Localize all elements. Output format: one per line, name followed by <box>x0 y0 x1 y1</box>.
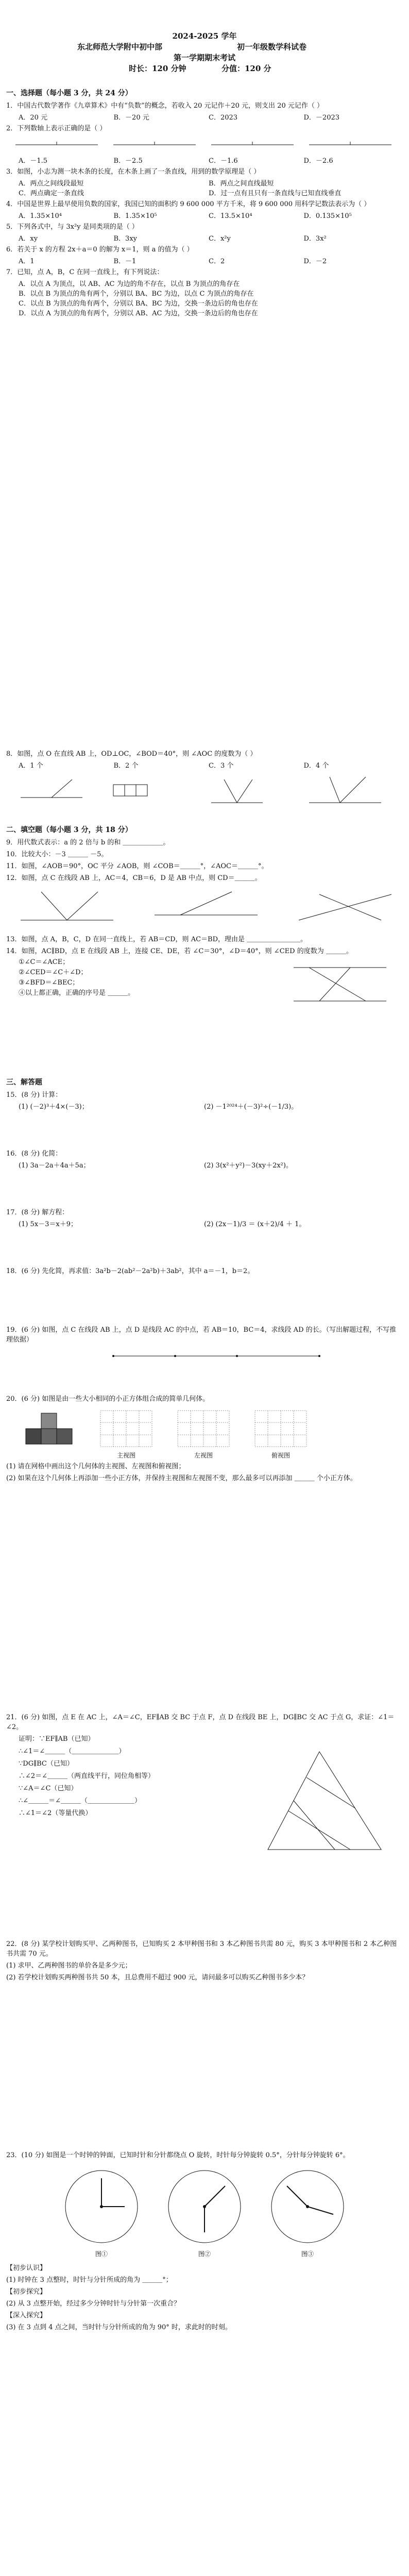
q2-line-a <box>15 142 98 145</box>
question-23 <box>0 2148 409 2333</box>
q14-figure <box>288 957 391 1009</box>
q13-stem: 13．如图，点 A，B，C，D 在同一直线上，若 AB＝CD，则 AC＝BD，理由是 ＿＿＿＿＿＿＿＿。 <box>6 936 308 943</box>
question-15 <box>0 1090 409 1147</box>
exam-school-row <box>0 41 409 53</box>
q8-option-d[interactable]: D．4 个 <box>303 762 329 770</box>
q15-stem: 15．(8 分) 计算： <box>6 1091 62 1099</box>
q6-options <box>19 256 399 265</box>
q8-figure-b <box>113 785 147 796</box>
q2-line-b <box>113 142 196 145</box>
q8-figure-a <box>21 779 82 798</box>
q23-part-4: (2) 从 3 点整开始，经过多少分钟时针与分针第一次重合？ <box>6 2300 181 2308</box>
q14-stem: 14．如图，AC∥BD，点 E 在线段 AB 上，连接 CE、DE，若 ∠C＝30°，∠D＝40°，则 ∠CED 的度数为 ＿＿＿。 <box>6 947 353 955</box>
q13-figure <box>299 894 391 920</box>
q2-option-c[interactable]: C．－1.6 <box>209 157 238 165</box>
q4-option-d[interactable]: D．0.135×10⁵ <box>303 212 352 220</box>
q14-block <box>0 957 409 1014</box>
q20-label-top: 俯视图 <box>271 1452 290 1459</box>
q23-clocks <box>0 2165 409 2258</box>
q1-option-a[interactable]: A．20 元 <box>19 114 48 122</box>
q12-stem: 12．如图，点 C 在线段 AB 上，AC＝4，CB＝6，D 是 AB 中点，则 CD＝＿＿＿。 <box>6 874 262 882</box>
q2-number-lines <box>10 134 402 153</box>
q11-stem: 11．如图，∠AOB＝90°，OC 平分 ∠AOB，则 ∠COB＝＿＿＿°，∠AOC＝＿＿＿°。 <box>6 862 268 870</box>
exam-grade: 初一年级数学科试卷 <box>237 42 307 52</box>
q19-figure <box>10 1346 402 1366</box>
q5-option-c[interactable]: C．x²y <box>209 235 231 243</box>
q21-proof-1: 证明：∵EF∥AB（已知） <box>19 1735 95 1743</box>
q20-sub2: (2) 如果在这个几何体上再添加一些小正方体，并保持主视图和左视图不变，那么最多可以再添加 ＿＿＿ 个小正方体。 <box>6 1475 357 1482</box>
q7-stem: 7．已知，点 A，B，C 在同一直线上，有下列说法： <box>6 268 164 276</box>
q15-parts <box>19 1101 409 1111</box>
q7-options <box>19 278 399 317</box>
question-16 <box>0 1149 409 1206</box>
q23-clock-2 <box>163 2165 246 2258</box>
q23-label-1: 图① <box>95 2250 108 2258</box>
q15-part-b: (2) －1²⁰²⁴＋(－3)²÷(－1/3)。 <box>204 1103 298 1111</box>
q14-item-2: ②∠CED＝∠C＋∠D； <box>19 969 88 976</box>
q16-part-b: (2) 3(x²＋y²)－3(xy＋2x²)。 <box>204 1162 293 1170</box>
q22-sub2: (2) 若学校计划购买两种图书共 50 本，且总费用不超过 900 元，请问最多可以购买乙种图书多少本？ <box>6 1974 309 1981</box>
q8-figure-d <box>309 777 381 803</box>
question-2 <box>0 124 409 165</box>
q23-clock-3 <box>266 2165 349 2258</box>
section-choice <box>0 82 409 319</box>
question-3 <box>0 167 409 197</box>
question-8 <box>0 747 409 815</box>
clock-icon <box>163 2165 246 2248</box>
q17-stem: 17．(8 分) 解方程： <box>6 1209 69 1216</box>
q5-option-a[interactable]: A．xy <box>19 235 38 243</box>
q16-parts <box>19 1160 409 1170</box>
q8-option-a[interactable]: A．1 个 <box>19 762 43 770</box>
q23-part-6: (3) 在 3 点到 4 点之间，当时针与分针所成的角为 90° 时，求此时的时刻。 <box>6 2324 232 2331</box>
q12-figure <box>155 892 258 915</box>
question-5 <box>0 222 409 243</box>
q7-option-d[interactable]: D．以点 A 为顶点的角有两个，分别以 AB、AC 为边，交换一条边后的角也存在 <box>19 310 258 317</box>
q20-grid-top <box>252 1408 309 1460</box>
exam-term: 第一学期期末考试 <box>173 53 235 62</box>
q21-proof-6[interactable]: ∴∠＿＿＿＝∠＿＿＿（＿＿＿＿＿＿＿） <box>19 1797 142 1805</box>
q20-grid-front-svg[interactable] <box>98 1408 155 1449</box>
q21-proof-3: ∵DG∥BC（已知） <box>19 1760 74 1768</box>
q2-option-a[interactable]: A．－1.5 <box>19 157 48 165</box>
q9-stem: 9．用代数式表示：a 的 2 倍与 b 的和 ＿＿＿＿＿＿。 <box>6 839 170 846</box>
q22-sub1: (1) 求甲、乙两种图书的单价各是多少元； <box>6 1962 132 1970</box>
q3-stem: 3．如图，小志为测一块木条的长度，在木条上画了一条直线，用到的数学原理是（ ） <box>6 168 261 176</box>
q6-option-a[interactable]: A．1 <box>19 258 35 265</box>
q2-line-c <box>211 142 294 145</box>
question-1 <box>0 101 409 122</box>
q2-options <box>19 155 399 165</box>
q6-option-d[interactable]: D．－2 <box>303 258 327 265</box>
q23-part-3: 【初步探究】 <box>6 2288 47 2296</box>
q5-options <box>19 233 399 243</box>
q23-clock-1 <box>60 2165 143 2258</box>
q20-label-front: 主视图 <box>116 1452 135 1459</box>
q3-option-b[interactable]: B．两点之间直线最短 <box>209 180 274 188</box>
question-19 <box>0 1325 409 1392</box>
q23-part-5: 【深入探究】 <box>6 2312 47 2319</box>
q4-options <box>19 210 399 220</box>
q21-proof-4[interactable]: ∴∠2＝∠＿＿＿（两直线平行，同位角相等） <box>19 1772 155 1780</box>
question-18 <box>0 1266 409 1323</box>
q2-stem: 2．下列数轴上表示正确的是（ ） <box>6 125 107 132</box>
q23-label-2: 图② <box>198 2250 211 2258</box>
q8-options <box>19 760 399 770</box>
q6-option-c[interactable]: C．2 <box>209 258 225 265</box>
fill-figures <box>10 884 402 930</box>
q7-option-b[interactable]: B．以点 B 为顶点的角有两个，分别以 BA、BC 为边，以点 C 为顶点的角存在 <box>19 290 254 298</box>
exam-score: 分值：120 分 <box>221 64 271 73</box>
question-4 <box>0 199 409 220</box>
clock-icon <box>60 2165 143 2248</box>
q21-proof-5: ∵∠A＝∠C（已知） <box>19 1785 78 1792</box>
q8-stem: 8．如图，点 O 在直线 AB 上，OD⊥OC，∠BOD＝40°，则 ∠AOC 的度数为（ ） <box>6 750 257 758</box>
section-answer <box>0 1072 409 1484</box>
q23-label-3: 图③ <box>301 2250 314 2258</box>
q8-option-c[interactable]: C．3 个 <box>209 762 234 770</box>
q17-part-b: (2) (2x－1)/3 ＝ (x＋2)/4 ＋ 1。 <box>204 1221 306 1228</box>
q21-proof <box>19 1733 245 1820</box>
section-1-title: 一、选择题（每小题 3 分，共 24 分） <box>6 89 132 97</box>
q14-item-4: ④以上都正确，正确的序号是 ＿＿＿。 <box>19 989 135 997</box>
q8-figures <box>10 772 402 813</box>
q11-figure <box>21 892 113 920</box>
q22-stem: 22．(8 分) 某学校计划购买甲、乙两种图书，已知购买 2 本甲种图书和 3 本乙种图书共需 80 元，购买 3 本甲种图书和 2 本乙种图书共需 70 元。 <box>6 1940 397 1958</box>
q2-option-b[interactable]: B．－2.5 <box>113 157 143 165</box>
q1-option-d[interactable]: D．－2023 <box>303 114 340 122</box>
q16-part-a: (1) 3a－2a＋4a＋5a； <box>19 1162 90 1170</box>
q1-stem: 1．中国古代数学著作《九章算术》中有“负数”的概念，若收入 20 元记作＋20 元，则支出 20 元记作（ ） <box>6 102 323 110</box>
q20-grid-front <box>98 1408 155 1460</box>
q17-parts <box>19 1218 409 1228</box>
q4-option-b[interactable]: B．1.35×10⁵ <box>113 212 157 220</box>
q7-option-c[interactable]: C．以点 B 为顶点的角有两个，分别以 BA、BC 为边，交换一条边后的角也存在 <box>19 300 258 308</box>
q4-option-a[interactable]: A．1.35×10⁴ <box>19 212 62 220</box>
q6-option-b[interactable]: B．－1 <box>113 258 137 265</box>
q20-label-left: 左视图 <box>194 1452 213 1459</box>
question-20 <box>0 1394 409 1483</box>
q14-item-1: ①∠C＝∠ACE； <box>19 958 70 966</box>
exam-header <box>0 31 409 74</box>
q21-proof-2[interactable]: ∴∠1＝∠＿＿＿（＿＿＿＿＿＿＿） <box>19 1748 126 1755</box>
q5-stem: 5．下列各式中，与 3x²y 是同类项的是（ ） <box>6 223 139 231</box>
q1-option-b[interactable]: B．－20 元 <box>113 114 149 122</box>
q20-sub1: (1) 请在网格中画出这个几何体的主视图、左视图和俯视图； <box>6 1463 185 1470</box>
q8-option-b[interactable]: B．2 个 <box>113 762 139 770</box>
q23-stem: 23．(10 分) 如图是一个时钟的钟面，已知时针和分针都绕点 O 旋转，时针每分钟旋转 0.5°，分针每分钟旋转 6°。 <box>6 2151 350 2159</box>
q16-stem: 16．(8 分) 化简： <box>6 1150 62 1158</box>
q3-options <box>19 178 399 197</box>
q3-option-a[interactable]: A．两点之间线段最短 <box>19 180 84 188</box>
q20-stem: 20．(6 分) 如图是由一些大小相同的小正方体组合成的简单几何体。 <box>6 1395 210 1403</box>
section-2-title: 二、填空题（每小题 3 分，共 18 分） <box>6 826 132 834</box>
q23-part-1: 【初步认识】 <box>6 2264 47 2272</box>
question-6 <box>0 245 409 265</box>
q14-item-3: ③∠BFD＝∠BEC； <box>19 979 79 987</box>
question-7 <box>0 267 409 317</box>
q4-option-c[interactable]: C．13.5×10⁴ <box>209 212 252 220</box>
q19-stem: 19．(6 分) 如图，点 C 在线段 AB 上，点 D 是线段 AC 的中点，若 AB＝10，BC＝4，求线段 AD 的长。（写出解题过程，不写推理依据） <box>6 1326 397 1344</box>
q15-part-a: (1) (－2)³＋4×(－3)； <box>19 1103 89 1111</box>
exam-time: 时长：120 分钟 <box>129 64 186 73</box>
question-17 <box>0 1208 409 1264</box>
q21-figure <box>258 1747 391 1860</box>
q2-line-d <box>309 142 391 145</box>
question-22 <box>0 1937 409 1984</box>
q4-stem: 4．中国是世界上最早使用负数的国家，我国已知的面积约 9 600 000 平方千米，将 9 600 000 用科学记数法表示为（ ） <box>6 200 371 208</box>
q20-grid-left-svg[interactable] <box>175 1408 232 1449</box>
q21-proof-7: ∴∠1＝∠2（等量代换） <box>19 1809 92 1817</box>
q20-solid <box>21 1408 77 1454</box>
q20-grid-left <box>175 1408 232 1460</box>
question-21 <box>0 1710 409 1906</box>
q5-option-b[interactable]: B．3xy <box>113 235 138 243</box>
exam-school: 东北师范大学附中初中部 <box>77 42 163 52</box>
q3-option-c[interactable]: C．两点确定一条直线 <box>19 190 84 197</box>
q8-figure-c <box>211 779 263 803</box>
q17-part-a: (1) 5x－3＝x＋9； <box>19 1221 78 1228</box>
q18-stem: 18．(6 分) 先化简，再求值：3a²b－2(ab²－2a²b)＋3ab²，其中 a＝－1，b＝2。 <box>6 1267 254 1275</box>
q20-figures <box>21 1408 409 1460</box>
q1-options <box>19 112 399 122</box>
q23-part-2: (1) 时钟在 3 点整时，时针与分针所成的角为 ＿＿＿°； <box>6 2276 173 2284</box>
clock-icon <box>266 2165 349 2248</box>
exam-year: 2024-2025 学年 <box>172 31 237 41</box>
section-fill <box>0 819 409 1014</box>
q1-option-c[interactable]: C．2023 <box>209 114 238 122</box>
q21-stem: 21．(6 分) 如图，点 E 在 AC 上，∠A＝∠C，EF∥AB 交 BC 于点 F，点 D 在线段 BE 上，DG∥BC 交 AC 于点 G，求证：∠1＝∠2。 <box>6 1714 395 1731</box>
exam-time-row <box>0 63 409 74</box>
q20-grid-top-svg[interactable] <box>252 1408 309 1449</box>
q6-stem: 6．若关于 x 的方程 2x＋a＝0 的解为 x＝1，则 a 的值为（ ） <box>6 246 194 253</box>
q10-stem: 10．比较大小：－3 ＿＿＿ －5。 <box>6 851 108 858</box>
q5-option-d[interactable]: D．3x² <box>303 235 327 243</box>
q3-option-d[interactable]: D．过一点有且只有一条直线与已知直线垂直 <box>209 190 342 197</box>
q2-option-d[interactable]: D．－2.6 <box>303 157 333 165</box>
q7-option-a[interactable]: A．以点 A 为顶点，以 AB、AC 为边的角不存在，以点 B 为顶点的角存在 <box>19 280 240 288</box>
section-3-title: 三、解答题 <box>6 1078 42 1087</box>
